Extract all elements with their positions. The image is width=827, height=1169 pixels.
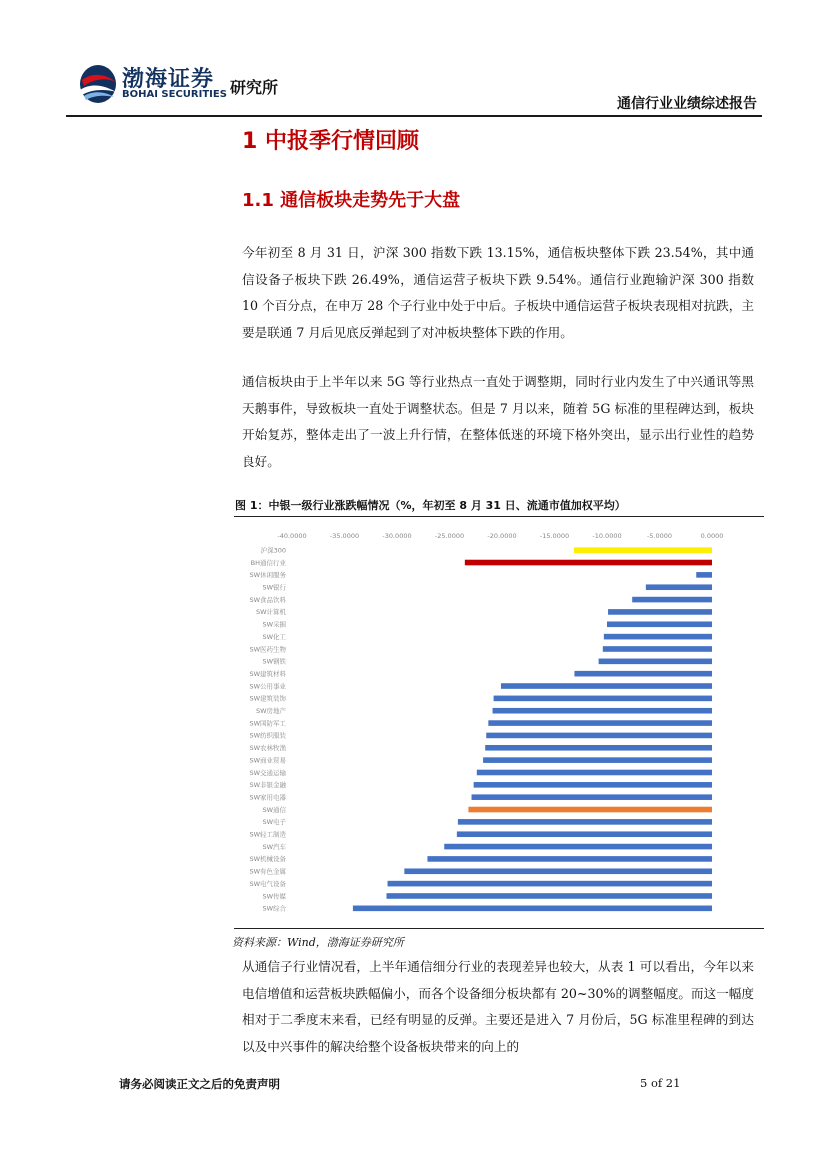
bar-BH通信行业 [465,560,712,566]
category-label: SW计算机 [255,608,286,617]
bar-SW交通运输 [477,770,712,776]
x-tick-label: -30.0000 [382,532,412,540]
category-label: SW建筑装饰 [249,694,286,703]
category-label: SW建筑材料 [249,669,286,678]
figure-bottom-rule [234,928,764,929]
bar-SW房地产 [493,708,712,714]
bar-SW建筑材料 [574,671,712,677]
paragraph-1: 今年初至 8 月 31 日，沪深 300 指数下跌 13.15%，通信板块整体下跌 23.54%，其中通信设备子板块下跌 26.49%，通信运营子板块下跌 9.54%。通信行业跑输沪深 300 指数 10 个百分点，在申万 28 个子行业中处于中后。子板块中通信运营子板块表现相对抗跌，主要是联通 7 月后见底反弹起到了对冲板块整体下跌的作用。 [242,245,754,340]
bar-SW公用事业 [501,683,712,689]
category-label: SW轻工制造 [249,830,286,839]
figure-title: 图 1：中银一级行业涨跌幅情况（%，年初至 8 月 31 日、流通市值加权平均） [235,499,626,512]
x-tick-label: -40.0000 [277,532,307,540]
figure-source: 资料来源：Wind，渤海证券研究所 [232,936,404,949]
category-label: BH通信行业 [250,558,286,567]
category-label: SW汽车 [262,842,286,851]
x-tick-label: -10.0000 [592,532,622,540]
page-number: 5 of 21 [640,1076,681,1090]
bar-SW食品饮料 [632,597,712,603]
category-label: SW医药生物 [249,645,286,654]
bar-SW通信 [468,807,712,813]
industry-returns-chart [234,518,764,928]
category-label: SW通信 [262,805,286,814]
bar-SW传媒 [387,893,713,899]
category-label: SW交通运输 [249,768,286,777]
category-label: SW房地产 [255,707,286,716]
bar-SW汽车 [444,844,712,850]
category-label: SW国防军工 [249,719,286,728]
bar-SW纺织服装 [486,733,712,739]
bar-SW轻工制造 [457,831,712,837]
institute-label: 研究所 [230,78,279,97]
x-tick-label: -25.0000 [434,532,465,540]
bar-SW化工 [604,634,712,640]
bar-SW银行 [646,584,712,590]
subsection-heading: 1.1 通信板块走势先于大盘 [242,190,461,211]
category-label: SW机械设备 [249,855,286,864]
category-label: SW采掘 [262,620,286,629]
bar-SW休闲服务 [696,572,712,578]
figure-top-rule [234,516,764,517]
bar-SW电子 [458,819,712,825]
paragraph-3: 从通信子行业情况看，上半年通信细分行业的表现差异也较大，从表 1 可以看出，今年以来电信增值和运营板块跌幅偏小，而各个设备细分板块都有 20~30%的调整幅度。而这一幅度相对于二季度末来看，已经有明显的反弹。主要还是进入 7 月份后，5G 标准里程碑的到达以及中兴事件的解决给整个设备板块带来的向上的 [242,959,754,1054]
category-label: SW钢铁 [262,657,286,666]
bar-SW医药生物 [603,646,712,652]
category-label: SW食品饮料 [249,595,286,604]
category-label: SW有色金属 [249,867,286,876]
bar-SW机械设备 [427,856,712,862]
category-label: SW综合 [262,904,286,913]
x-tick-label: 0.0000 [700,532,724,540]
category-label: SW化工 [262,632,286,641]
bar-SW家用电器 [472,794,712,800]
logo-chinese-name: 渤海证券 [122,67,215,92]
category-label: SW电气设备 [249,879,286,888]
bar-SW计算机 [608,609,712,615]
bar-SW非银金融 [474,782,712,788]
category-label: SW家用电器 [249,793,286,802]
bar-SW国防军工 [488,720,712,726]
footer-disclaimer: 请务必阅读正文之后的免责声明 [119,1077,280,1091]
x-tick-label: -15.0000 [539,532,570,540]
bar-SW农林牧渔 [485,745,712,751]
category-label: SW纺织服装 [249,731,286,740]
category-label: SW非银金融 [249,781,286,790]
bar-SW综合 [353,906,712,912]
bohai-logo-icon [78,62,118,106]
bar-SW商业贸易 [483,757,712,763]
x-tick-label: -20.0000 [487,532,517,540]
category-label: SW农林牧渔 [249,744,286,753]
x-tick-label: -5.0000 [646,532,673,540]
logo-english-name: BOHAI SECURITIES [122,89,227,100]
bohai-logo [78,62,288,106]
bar-SW钢铁 [599,659,712,665]
bar-SW采掘 [607,621,712,627]
report-title: 通信行业业绩综述报告 [617,96,757,112]
x-tick-label: -35.0000 [329,532,360,540]
bar-沪深300 [574,547,712,553]
category-label: SW商业贸易 [249,756,286,765]
paragraph-2: 通信板块由于上半年以来 5G 等行业热点一直处于调整期，同时行业内发生了中兴通讯等黑天鹅事件，导致板块一直处于调整状态。但是 7 月以来，随着 5G 标准的里程碑达到，板块开始复苏，整体走出了一波上升行情，在整体低迷的环境下格外突出，显示出行业性的趋势良好。 [242,374,754,469]
category-label: SW银行 [262,583,286,592]
section-heading: 1 中报季行情回顾 [242,129,419,154]
bar-SW建筑装饰 [494,696,712,702]
bar-SW电气设备 [388,881,712,887]
category-label: 沪深300 [260,546,286,555]
header-divider [66,115,762,117]
category-label: SW传媒 [262,892,286,901]
category-label: SW公用事业 [249,682,286,691]
category-label: SW休闲服务 [249,571,286,580]
bar-SW有色金属 [404,868,712,874]
category-label: SW电子 [262,818,286,827]
